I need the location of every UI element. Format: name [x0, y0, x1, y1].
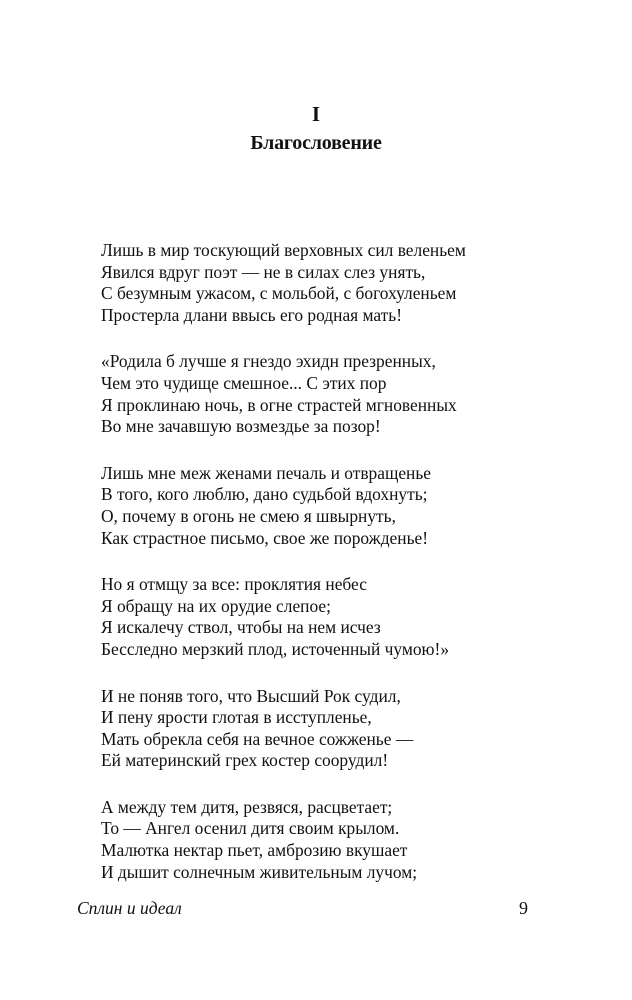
stanza	[101, 240, 531, 326]
poem-line: В того, кого люблю, дано судьбой вдохнуть;	[101, 484, 428, 505]
stanza	[101, 463, 531, 549]
poem-line: Бесследно мерзкий плод, источенный чумою!»	[101, 638, 450, 659]
poem-body	[101, 240, 531, 908]
poem-line: «Родила б лучше я гнездо эхидн презренных,	[101, 351, 436, 372]
section-numeral: I	[311, 102, 321, 126]
poem-line: А между тем дитя, резвяся, расцветает;	[101, 796, 393, 817]
page-number: 9	[519, 898, 528, 918]
poem-line: И дышит солнечным живительным лучом;	[101, 861, 418, 882]
poem-line: Я обращу на их орудие слепое;	[101, 595, 331, 616]
stanza	[101, 351, 531, 437]
poem-title: Благословение	[250, 132, 382, 154]
poem-line: Я проклинаю ночь, в огне страстей мгновенных	[101, 394, 457, 415]
stanza	[101, 797, 531, 883]
poem-line: Чем это чудище смешное... С этих пор	[101, 372, 387, 393]
poem-line: Я искалечу ствол, чтобы на нем исчез	[101, 617, 381, 638]
poem-line: Лишь в мир тоскующий верховных сил веленьем	[101, 240, 466, 260]
running-title: Сплин и идеал	[77, 898, 182, 918]
poem-line: Мать обрекла себя на вечное сожженье —	[101, 728, 414, 749]
stanza	[101, 574, 531, 660]
poem-line: То — Ангел осенил дитя своим крылом.	[101, 818, 400, 839]
poem-line: Как страстное письмо, свое же порожденье!	[101, 527, 429, 548]
poem-line: Во мне зачавшую возмездье за позор!	[101, 416, 381, 437]
poem-line: С безумным ужасом, с мольбой, с богохуленьем	[101, 283, 457, 304]
poem-line: И пену ярости глотая в исступленье,	[101, 707, 372, 728]
poem-line: Простерла длани ввысь его родная мать!	[101, 304, 402, 325]
poem-line: Ей материнский грех костер соорудил!	[101, 750, 389, 771]
poem-line: О, почему в огонь не смею я швырнуть,	[101, 505, 396, 526]
poem-line: Явился вдруг поэт — не в силах слез унять,	[101, 261, 426, 282]
poem-line: Малютка нектар пьет, амброзию вкушает	[101, 840, 408, 861]
poem-line: Но я отмщу за все: проклятия небес	[101, 574, 367, 595]
poem-line: Лишь мне меж женами печаль и отвращенье	[101, 462, 432, 483]
poem-line: И не поняв того, что Высший Рок судил,	[101, 685, 401, 706]
stanza	[101, 686, 531, 772]
